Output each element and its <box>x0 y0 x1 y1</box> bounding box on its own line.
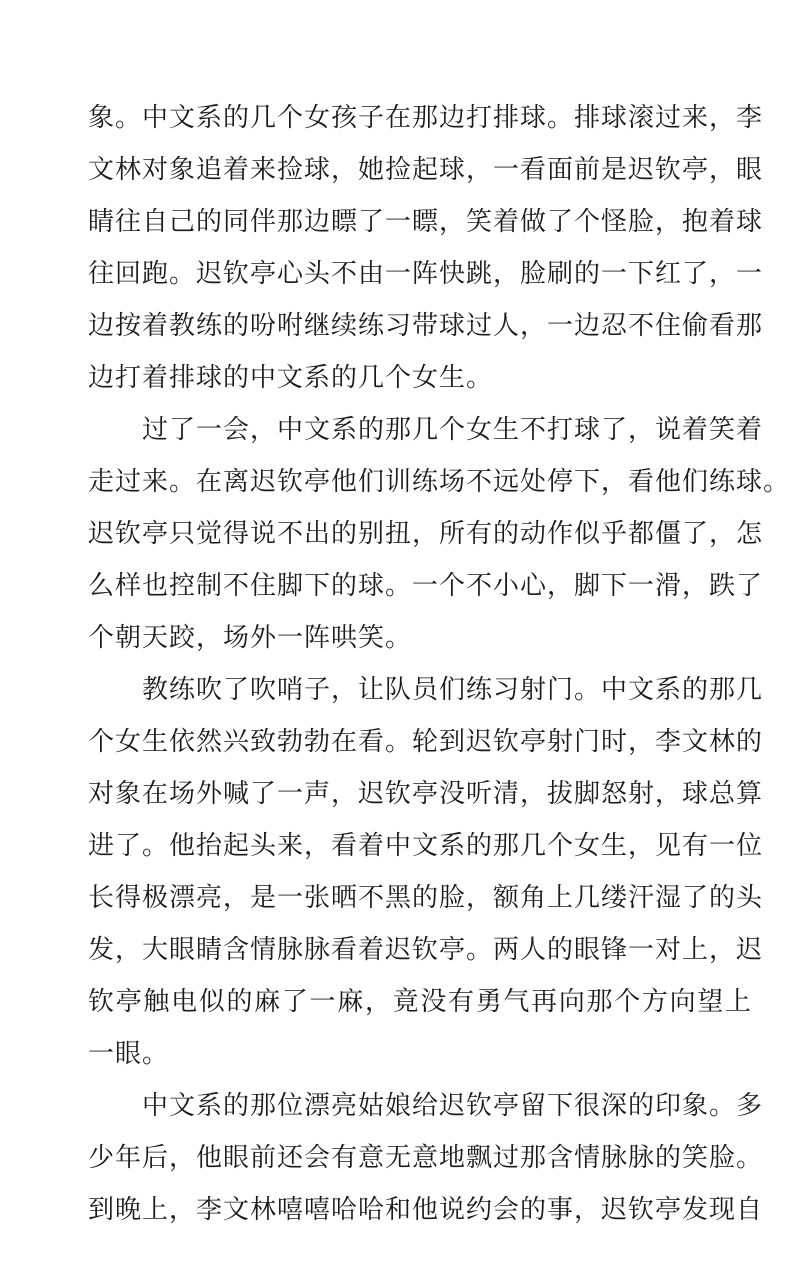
text-line: 进了。他抬起头来，看着中文系的那几个女生，见有一位 <box>88 831 764 861</box>
text-line: 一眼。 <box>88 1039 170 1069</box>
text-line: 文林对象追着来捡球，她捡起球，一看面前是迟钦亭，眼 <box>88 155 764 185</box>
paragraph-first-line: 过了一会，中文系的那几个女生不打球了，说着笑着 <box>142 415 764 445</box>
text-line: 迟钦亭只觉得说不出的别扭，所有的动作似乎都僵了，怎 <box>88 519 764 549</box>
text-line: 长得极漂亮，是一张晒不黑的脸，额角上几缕汗湿了的头 <box>88 883 764 913</box>
text-line: 么样也控制不住脚下的球。一个不小心，脚下一滑，跌了 <box>88 571 764 601</box>
text-line: 到晚上，李文林嘻嘻哈哈和他说约会的事，迟钦亭发现自 <box>88 1195 764 1225</box>
body-text <box>88 92 791 1236</box>
text-line: 往回跑。迟钦亭心头不由一阵快跳，脸刷的一下红了，一 <box>88 259 764 289</box>
text-line: 走过来。在离迟钦亭他们训练场不远处停下，看他们练球。 <box>88 467 791 497</box>
text-line: 个女生依然兴致勃勃在看。轮到迟钦亭射门时，李文林的 <box>88 727 764 757</box>
text-line: 边按着教练的吩咐继续练习带球过人，一边忍不住偷看那 <box>88 311 764 341</box>
paragraph-first-line: 中文系的那位漂亮姑娘给迟钦亭留下很深的印象。多 <box>142 1091 764 1121</box>
text-line: 边打着排球的中文系的几个女生。 <box>88 363 494 393</box>
text-line: 少年后，他眼前还会有意无意地飘过那含情脉脉的笑脸。 <box>88 1143 764 1173</box>
text-line: 发，大眼睛含情脉脉看着迟钦亭。两人的眼锋一对上，迟 <box>88 935 764 965</box>
text-line: 钦亭触电似的麻了一麻，竟没有勇气再向那个方向望上 <box>88 987 752 1017</box>
text-line: 对象在场外喊了一声，迟钦亭没听清，拔脚怒射，球总算 <box>88 779 764 809</box>
text-line: 个朝天跤，场外一阵哄笑。 <box>88 623 413 653</box>
text-line: 睛往自己的同伴那边瞟了一瞟，笑着做了个怪脸，抱着球 <box>88 207 764 237</box>
paragraph-first-line: 教练吹了吹哨子，让队员们练习射门。中文系的那几 <box>142 675 764 705</box>
text-line: 象。中文系的几个女孩子在那边打排球。排球滚过来，李 <box>88 103 764 133</box>
